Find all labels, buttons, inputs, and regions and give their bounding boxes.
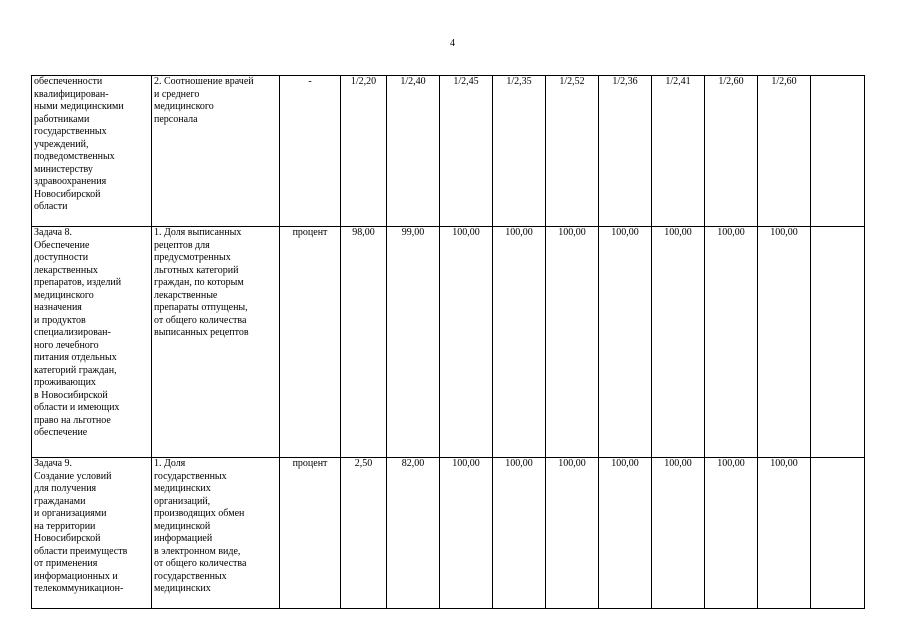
value-cell: 1/2,36 xyxy=(599,76,652,227)
value-cell: 1/2,60 xyxy=(705,76,758,227)
indicators-table xyxy=(31,75,865,609)
note-cell xyxy=(811,76,865,227)
indicator-cell: 1. Доля выписанных рецептов для предусмотренных льготных категорий граждан, по которым лекарственные препараты отпущены, от общего количества выписанных рецептов xyxy=(152,227,280,458)
value-cell: 1/2,40 xyxy=(387,76,440,227)
task-cell: Задача 9. Создание условий для получения гражданами и организациями на территории Новосибирской области преимуществ от применения информационных и телекоммуникацион- xyxy=(32,458,152,609)
value-cell: 100,00 xyxy=(546,458,599,609)
indicator-cell: 1. Доля государственных медицинских организаций, производящих обмен медицинской информацией в электронном виде, от общего количества государственных медицинских xyxy=(152,458,280,609)
value-cell: 100,00 xyxy=(652,458,705,609)
table-row xyxy=(32,227,865,458)
value-cell: 82,00 xyxy=(387,458,440,609)
value-cell: 1/2,35 xyxy=(493,76,546,227)
value-cell: 99,00 xyxy=(387,227,440,458)
value-cell: 2,50 xyxy=(341,458,387,609)
value-cell: 100,00 xyxy=(705,227,758,458)
note-cell xyxy=(811,458,865,609)
unit-cell: процент xyxy=(280,458,341,609)
value-cell: 100,00 xyxy=(599,227,652,458)
value-cell: 100,00 xyxy=(652,227,705,458)
value-cell: 1/2,45 xyxy=(440,76,493,227)
task-cell: Задача 8. Обеспечение доступности лекарственных препаратов, изделий медицинского назначения и продуктов специализирован- ного лечебного питания отдельных категорий граждан, проживающих в Новосибирской области и имеющих право на льготное обеспечение xyxy=(32,227,152,458)
value-cell: 1/2,52 xyxy=(546,76,599,227)
table-row xyxy=(32,76,865,227)
value-cell: 100,00 xyxy=(758,227,811,458)
table-row xyxy=(32,458,865,609)
value-cell: 100,00 xyxy=(493,227,546,458)
value-cell: 100,00 xyxy=(440,227,493,458)
value-cell: 100,00 xyxy=(546,227,599,458)
value-cell: 1/2,20 xyxy=(341,76,387,227)
task-cell: обеспеченности квалифицирован- ными медицинскими работниками государственных учреждений, подведомственных министерству здравоохранения Новосибирской области xyxy=(32,76,152,227)
value-cell: 100,00 xyxy=(493,458,546,609)
indicator-cell: 2. Соотношение врачей и среднего медицинского персонала xyxy=(152,76,280,227)
value-cell: 100,00 xyxy=(705,458,758,609)
unit-cell: - xyxy=(280,76,341,227)
value-cell: 100,00 xyxy=(599,458,652,609)
value-cell: 1/2,41 xyxy=(652,76,705,227)
value-cell: 100,00 xyxy=(758,458,811,609)
page-number: 4 xyxy=(450,38,455,49)
value-cell: 98,00 xyxy=(341,227,387,458)
value-cell: 100,00 xyxy=(440,458,493,609)
unit-cell: процент xyxy=(280,227,341,458)
value-cell: 1/2,60 xyxy=(758,76,811,227)
note-cell xyxy=(811,227,865,458)
